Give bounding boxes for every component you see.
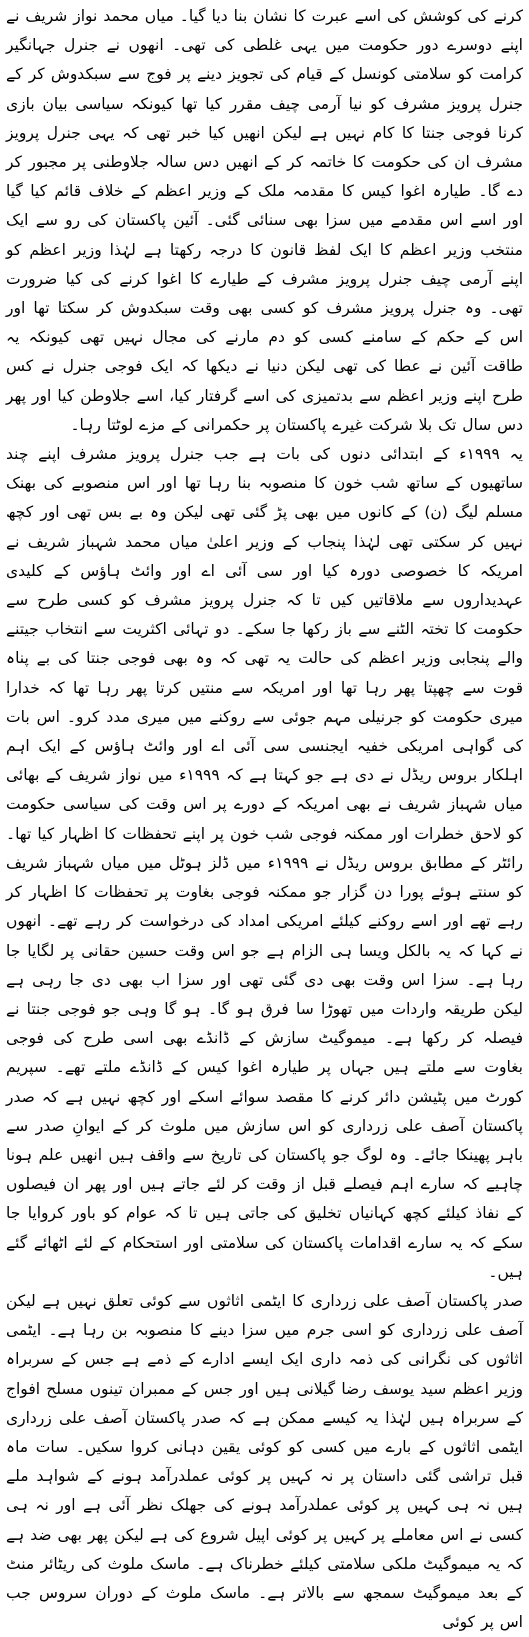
article-paragraph-2: یہ ۱۹۹۹ء کے ابتدائی دنوں کی بات ہے جب جنرل پرویز مشرف اپنے چند ساتھیوں کے ساتھ شب خون کا منصوبہ بنا رہا تھا اور اس منصوبے کی بھنک مسلم لیگ (ن) کے کانوں میں بھی پڑ گئی تھی لیکن وہ بے بس تھی اور کچھ نہیں کر سکتی تھی لہٰذا پنجاب کے وزیر اعلیٰ میاں محمد شہباز شریف نے امریکہ کا خصوصی دورہ کیا اور سی آئی اے اور وائٹ ہاؤس کے کلیدی عہدیداروں سے ملاقاتیں کیں تا کہ جنرل پرویز مشرف کو کسی طرح سے حکومت کا تختہ الٹنے سے باز رکھا جا سکے۔ دو تہائی اکثریت سے انتخاب جیتنے والے پنجابی وزیر اعظم کی حالت یہ تھی کہ وہ بھی فوجی جنتا کی بے پناہ قوت سے چھپتا پھر رہا تھا اور امریکہ سے منتیں کرتا پھر رہا تھا کہ خدارا میری حکومت کو جرنیلی مہم جوئی سے روکنے میں میری مدد کرو۔ اس بات کی گواہی امریکی خفیہ ایجنسی سی آئی اے اور وائٹ ہاؤس کے ایک اہم اہلکار بروس ریڈل نے دی ہے جو کہتا ہے کہ ۱۹۹۹ء میں نواز شریف کے بھائی میاں شہباز شریف نے بھی امریکہ کے دورے پر اس وقت کی سیاسی حکومت کو لاحق خطرات اور ممکنہ فوجی شب خون پر اپنے تحفظات کا اظہار کیا تھا۔ رائٹر کے مطابق بروس ریڈل نے ۱۹۹۹ء میں ڈلز ہوٹل میں میاں شہباز شریف کو سنتے ہوئے پورا دن گزار جو ممکنہ فوجی بغاوت پر تحفظات کا اظہار کر رہے تھے اور اسے روکنے کیلئے امریکی امداد کی درخواست کر رہے تھے۔ انھوں نے کہا کہ یہ بالکل ویسا ہی الزام ہے جو اس وقت حسین حقانی پر لگایا جا رہا ہے۔ سزا اس وقت بھی دی گئی تھی اور سزا اب بھی دی جا رہی ہے لیکن طریقہ واردات میں تھوڑا سا فرق ہو گا۔ ہو گا وہی جو فوجی جنتا نے فیصلہ کر رکھا ہے۔ میموگیٹ سازش کے ڈانڈے بھی اسی طرح کی فوجی بغاوت سے ملتے ہیں جہاں پر طیارہ اغوا کیس کے ڈانڈے ملتے تھے۔ سپریم کورٹ میں پٹیشن دائر کرنے کا مقصد سوائے اسکے اور کچھ نہیں ہے کہ صدر پاکستان آصف علی زرداری کو اس سازش میں ملوث کر کے ایوانِ صدر سے باہر پھینکا جائے۔ وہ لوگ جو پاکستان کی تاریخ سے واقف ہیں انھیں علم ہونا چاہیے کہ سارے اہم فیصلے قبل از وقت کر لئے جاتے ہیں اور پھر ان فیصلوں کے نفاذ کیلئے کچھ کہانیاں تخلیق کی جاتی ہیں تا کہ عوام کو باور کروایا جا سکے کہ یہ سارے اقدامات پاکستان کی سلامتی اور استحکام کے لئے اٹھائے گئے ہیں۔ (6, 445, 523, 1281)
article-paragraph-3: صدر پاکستان آصف علی زرداری کا ایٹمی اثاثوں سے کوئی تعلق نہیں ہے لیکن آصف علی زرداری کو اسی جرم میں سزا دینے کا منصوبہ بن رہا ہے۔ ایٹمی اثاثوں کی نگرانی کی ذمہ داری ایک ایسے ادارے کے ذمے ہے جس کے سربراہ وزیر اعظم سید یوسف رضا گیلانی ہیں اور جس کے ممبران تینوں مسلح افواج کے سربراہ ہیں لہٰذا یہ کیسے ممکن ہے کہ صدر پاکستان آصف علی زرداری ایٹمی اثاثوں کے بارے میں کسی کو کوئی یقین دہانی کروا سکیں۔ سات ماہ قبل تراشی گئی داستان پر نہ کہیں پر کوئی عملدرآمد ہونے کے شواہد ملے ہیں نہ ہی کہیں پر کوئی عملدرآمد ہونے کی جھلک نظر آئی ہے اور نہ ہی کسی نے اس معاملے پر کہیں پر کوئی اپیل شروع کی ہے لیکن پھر بھی ضد ہے کہ یہ میموگیٹ ملکی سلامتی کیلئے خطرناک ہے۔ ماسک ملوث کی ریٹائر منٹ کے بعد میموگیٹ سمجھ سے بالاتر ہے۔ ماسک ملوث کے دوران سروس جب اس پر کوئی (6, 1291, 523, 1632)
article-paragraph-1: کرنے کی کوشش کی اسے عبرت کا نشان بنا دیا گیا۔ میاں محمد نواز شریف نے اپنے دوسرے دور حکومت میں یہی غلطی کی تھی۔ انھوں نے جنرل جہانگیر کرامت کو سلامتی کونسل کے قیام کی تجویز دینے پر فوج سے سبکدوش کر کے جنرل پرویز مشرف کو نیا آرمی چیف مقرر کیا تھا کیونکہ سیاسی بیان بازی کرنا فوجی جنتا کا کام نہیں ہے لیکن انھیں کیا خبر تھی کہ یہی جنرل پرویز مشرف ان کی حکومت کا خاتمہ کر کے انھیں دس سالہ جلاوطنی پر مجبور کر دے گا۔ طیارہ اغوا کیس کا مقدمہ ملک کے وزیر اعظم کے خلاف قائم کیا گیا اور اسے اس مقدمے میں سزا بھی سنائی گئی۔ آئین پاکستان کی رو سے ایک منتخب وزیر اعظم کا ایک لفظ قانون کا درجہ رکھتا ہے لہٰذا وزیر اعظم کو اپنے آرمی چیف جنرل پرویز مشرف کے طیارے کا اغوا کرنے کی کیا ضرورت تھی۔ وہ جنرل پرویز مشرف کو کسی بھی وقت سبکدوش کر سکتا تھا اور اس کے حکم کے سامنے کسی کو دم مارنے کی مجال نہیں تھی کیونکہ یہ طاقت آئین نے عطا کی تھی لیکن دنیا نے دیکھا کہ ایک فوجی جنرل نے کس طرح اپنے وزیر اعظم سے بدتمیزی کی اسے گرفتار کیا، اسے جلاوطن کیا اور پھر دس سال تک بلا شرکت غیرے پاکستان پر حکمرانی کے مزے لوٹتا رہا۔ (6, 7, 523, 434)
